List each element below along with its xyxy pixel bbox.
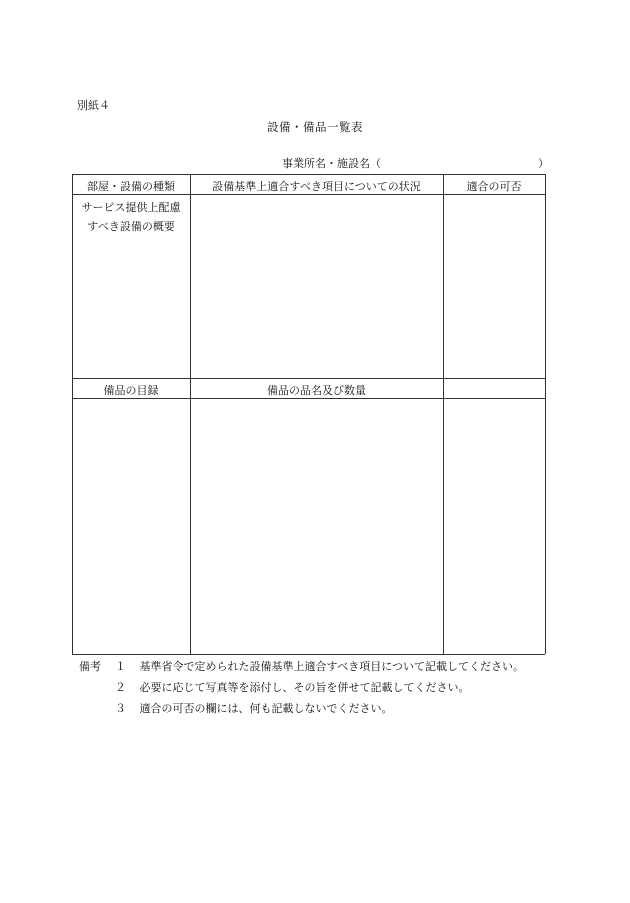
note-number: ２ [115,681,126,694]
table-border-left [72,174,73,654]
table-border-bottom [72,654,545,655]
header-status: 設備基準上適合すべき項目についての状況 [212,180,421,193]
note-number: ３ [115,702,126,715]
facility-name-label: 事業所名・施設名（ [282,157,381,170]
note-item [115,679,470,695]
note-text: 必要に応じて写真等を添付し、その旨を併せて記載してください。 [139,681,470,694]
service-note-line1: サービス提供上配慮 [81,201,181,214]
document-title: 設備・備品一覧表 [267,120,363,134]
attachment-label: 別紙４ [77,99,110,112]
note-number: １ [115,660,126,673]
header-equipment-catalog: 備品の目録 [103,384,159,397]
notes-label: 備考 [79,660,101,673]
note-text: 適合の可否の欄には、何も記載しないでください。 [139,702,393,715]
note-item [115,658,524,674]
table-border-top [72,174,545,175]
section-divider [72,378,545,379]
table-border-right [545,174,546,654]
equipment-header-divider [72,398,545,399]
header-room-type: 部屋・設備の種類 [87,180,175,193]
service-note-line2: すべき設備の概要 [87,220,175,233]
column-divider-2 [443,174,444,654]
header-compliance: 適合の可否 [466,180,522,193]
header-divider [72,194,545,195]
note-text: 基準省令で定められた設備基準上適合すべき項目について記載してください。 [139,660,525,673]
column-divider-1 [190,174,191,654]
facility-name-close: ） [538,157,549,170]
header-equipment-names-qty: 備品の品名及び数量 [267,384,366,397]
note-item [115,700,393,716]
